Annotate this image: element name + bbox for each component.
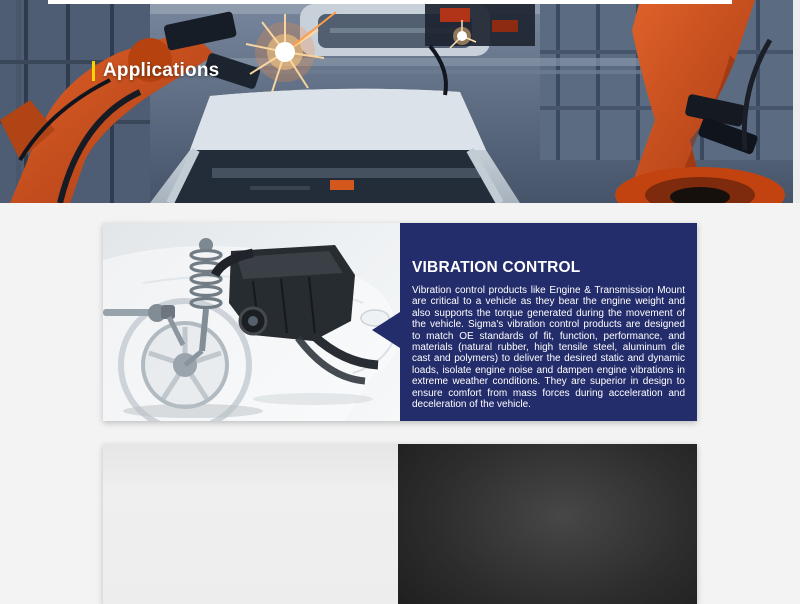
vibration-control-card [103,223,697,421]
section-title: VIBRATION CONTROL [412,259,581,276]
top-white-strip [48,0,732,4]
left-pointer-notch [372,312,400,348]
next-card-image-dark [398,444,697,604]
engine-transmission-mount-cutaway-image [103,223,400,421]
hero-banner [0,0,800,203]
ground-shadow [123,404,263,418]
section-description: Vibration control products like Engine & Transmission Mount are critical to a vehicle as they bear the engine weight and also supports the torque generated during the movement of the vehicle. Sigma's vibration control products are designed to match OE standards of fit, function, performance, and materials (natural rubber, high tensile steel, aluminum die cast and polymers) to deliver the desired static and dynamic loads, isolate engine noise and dampen engine vibrations in extreme weather conditions. They are superior in design to ensure comfort from mass forces during acceleration and deceleration of the vehicle. [412,285,685,411]
next-card-image-light [103,444,398,604]
page-title: Applications [103,60,220,81]
vibration-control-panel [400,223,697,421]
next-section-card [103,444,697,604]
factory-assembly-line-photo [0,0,793,203]
vibration-control-image [103,223,400,421]
title-accent-bar [92,61,95,81]
page-title-block [92,60,219,82]
ground-shadow-2 [253,393,373,405]
